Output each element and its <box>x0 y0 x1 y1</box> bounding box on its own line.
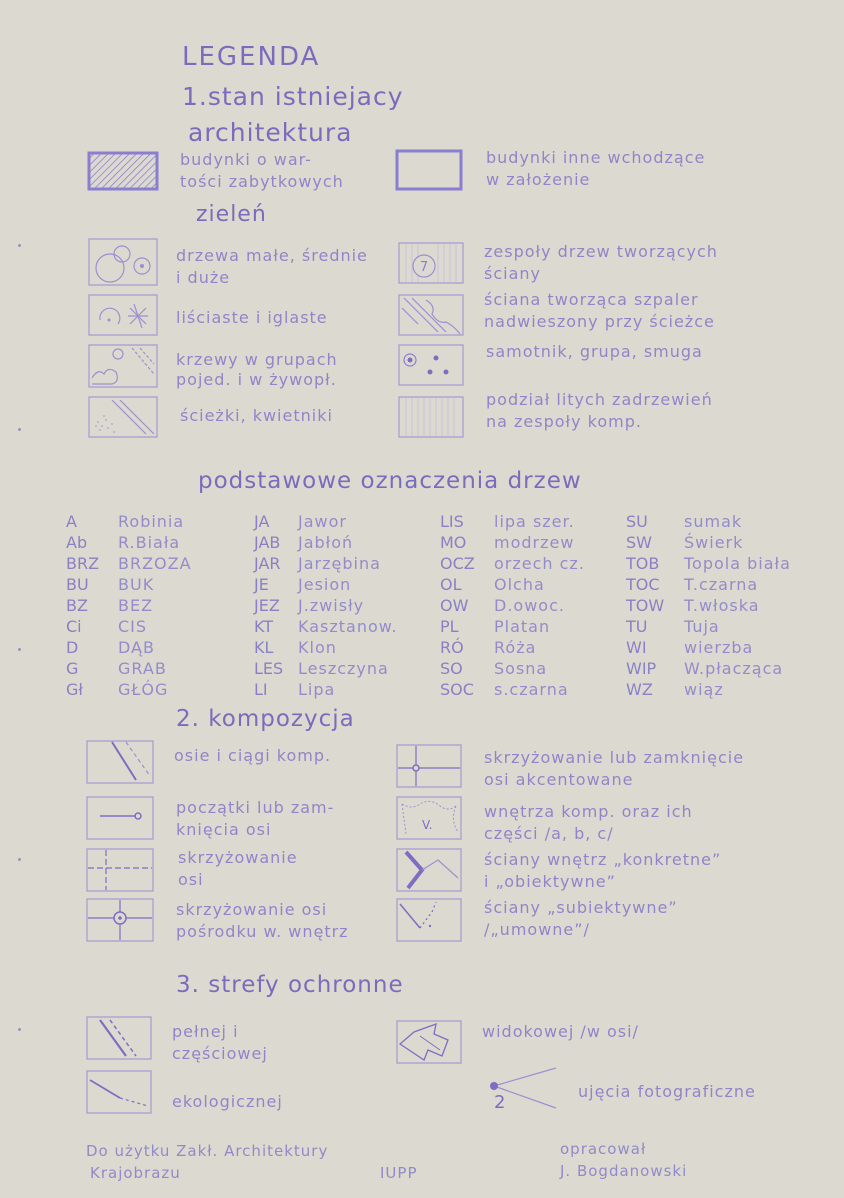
tree-name: Róża <box>494 638 537 657</box>
footer-use-line2: Krajobrazu <box>90 1164 181 1182</box>
tree-name: lipa szer. <box>494 512 575 531</box>
comp-left1-line1: osie i ciągi komp. <box>174 746 332 765</box>
arch-item1-line1: budynki o war- <box>180 150 312 169</box>
tree-name: T.czarna <box>684 575 759 594</box>
tree-abbreviation: TOB <box>626 554 660 573</box>
plain-building-symbol <box>396 150 462 190</box>
tree-name: Jawor <box>298 512 347 531</box>
tree-name: Jabłoń <box>298 533 354 552</box>
green-left3-line1: krzewy w grupach <box>176 350 338 369</box>
shrubs-symbol <box>88 344 158 388</box>
tree-abbreviation: JA <box>254 512 270 531</box>
tree-name: GRAB <box>118 659 167 678</box>
svg-text:7: 7 <box>419 260 429 275</box>
margin-dot <box>18 858 21 861</box>
zone4-line1: ujęcia fotograficzne <box>578 1082 756 1101</box>
deciduous-conifer-symbol <box>88 294 158 336</box>
arch-item1-line2: tości zabytkowych <box>180 172 344 191</box>
legend-title: LEGENDA <box>182 42 321 72</box>
architecture-title: architektura <box>188 118 353 147</box>
tree-abbreviation: MO <box>440 533 467 552</box>
comp-right3-line1: ściany wnętrz „konkretne” <box>484 850 722 869</box>
comp-right1-line1: skrzyżowanie lub zamknięcie <box>484 748 745 767</box>
trees-size-symbol <box>88 238 158 286</box>
green-left4-line1: ścieżki, kwietniki <box>180 406 333 425</box>
tree-name: Kasztanow. <box>298 617 398 636</box>
tree-name: Świerk <box>684 533 744 552</box>
tree-abbreviation: TU <box>626 617 648 636</box>
tree-abbreviation: LES <box>254 659 284 678</box>
comp-left2-line2: knięcia osi <box>176 820 272 839</box>
comp-right1-line2: osi akcentowane <box>484 770 634 789</box>
margin-dot <box>18 428 21 431</box>
zone1-line1: pełnej i <box>172 1022 239 1041</box>
tree-abbreviation: SU <box>626 512 648 531</box>
tree-abbreviation: Gł <box>66 680 83 699</box>
svg-text:V.: V. <box>422 818 433 832</box>
concrete-walls-symbol <box>396 848 462 892</box>
tree-group-wall-symbol <box>398 242 464 284</box>
tree-name: s.czarna <box>494 680 569 699</box>
tree-abbreviation: KT <box>254 617 274 636</box>
subjective-walls-symbol <box>396 898 462 942</box>
tree-abbreviation: WZ <box>626 680 653 699</box>
green-left2-line1: liściaste i iglaste <box>176 308 328 327</box>
green-right3-line1: samotnik, grupa, smuga <box>486 342 703 361</box>
comp-left3-line2: osi <box>178 870 204 889</box>
zone2-line1: widokowej /w osi/ <box>482 1022 639 1041</box>
zone1-line2: częściowej <box>172 1044 268 1063</box>
green-right2-line1: ściana tworząca szpaler <box>484 290 699 309</box>
tree-name: Leszczyna <box>298 659 389 678</box>
green-right4-line2: na zespoły komp. <box>486 412 642 431</box>
espalier-wall-symbol <box>398 294 464 336</box>
photo-marker-number: 2 <box>494 1092 506 1113</box>
tree-name: Sosna <box>494 659 548 678</box>
margin-dot <box>18 244 21 247</box>
comp-left4-line2: pośrodku w. wnętrz <box>176 922 349 941</box>
tree-abbreviation: OCZ <box>440 554 475 573</box>
tree-name: modrzew <box>494 533 575 552</box>
tree-abbreviation: OW <box>440 596 469 615</box>
tree-abbreviation: SW <box>626 533 652 552</box>
tree-name: wiąz <box>684 680 724 699</box>
trees-title: podstawowe oznaczenia drzew <box>198 468 582 494</box>
composition-interiors-symbol <box>396 796 462 840</box>
tree-name: Tuja <box>684 617 720 636</box>
tree-name: D.owoc. <box>494 596 565 615</box>
tree-abbreviation: SO <box>440 659 463 678</box>
tree-abbreviation: LI <box>254 680 268 699</box>
comp-right4-line2: /„umowne”/ <box>484 920 590 939</box>
green-right1-line2: ściany <box>484 264 541 283</box>
tree-abbreviation: LIS <box>440 512 464 531</box>
tree-abbreviation: WIP <box>626 659 657 678</box>
section2-title: 2. kompozycja <box>176 706 355 732</box>
green-left3-line2: pojed. i w żywopł. <box>176 370 337 389</box>
comp-right2-line2: części /a, b, c/ <box>484 824 614 843</box>
green-right2-line2: nadwieszony przy ścieżce <box>484 312 715 331</box>
tree-name: wierzba <box>684 638 754 657</box>
green-left1-line2: i duże <box>176 268 231 287</box>
tree-name: Topola biała <box>684 554 791 573</box>
tree-abbreviation: KL <box>254 638 274 657</box>
tree-name: CIS <box>118 617 148 636</box>
tree-name: BEZ <box>118 596 154 615</box>
footer-use-line1: Do użytku Zakł. Architektury <box>86 1142 329 1160</box>
comp-right2-line1: wnętrza komp. oraz ich <box>484 802 693 821</box>
tree-name: GŁÓG <box>118 680 169 699</box>
tree-abbreviation: BU <box>66 575 89 594</box>
tree-abbreviation: TOW <box>626 596 665 615</box>
arch-item2-line1: budynki inne wchodzące <box>486 148 706 167</box>
tree-abbreviation: SOC <box>440 680 474 699</box>
green-right4-line1: podział litych zadrzewień <box>486 390 713 409</box>
tree-abbreviation: A <box>66 512 77 531</box>
tree-abbreviation: Ci <box>66 617 82 636</box>
green-left1-line1: drzewa małe, średnie <box>176 246 368 265</box>
tree-abbreviation: WI <box>626 638 647 657</box>
paths-flowerbeds-symbol <box>88 396 158 438</box>
comp-right4-line1: ściany „subiektywne” <box>484 898 678 917</box>
section3-title: 3. strefy ochronne <box>176 972 404 998</box>
full-partial-zone-symbol <box>86 1016 152 1060</box>
tree-name: W.płacząca <box>684 659 784 678</box>
tree-abbreviation: D <box>66 638 79 657</box>
tree-name: R.Biała <box>118 533 181 552</box>
solitary-group-strip-symbol <box>398 344 464 386</box>
tree-name: orzech cz. <box>494 554 585 573</box>
footer-author-label: opracował <box>560 1140 647 1158</box>
section1-title: 1.stan istniejacy <box>182 82 404 111</box>
tree-name: Jesion <box>298 575 352 594</box>
tree-name: J.zwisły <box>298 596 365 615</box>
axes-symbol <box>86 740 154 784</box>
tree-name: BRZOZA <box>118 554 192 573</box>
tree-abbreviation: RÓ <box>440 638 464 657</box>
axis-start-end-symbol <box>86 796 154 840</box>
green-right1-line1: zespoły drzew tworzących <box>484 242 718 261</box>
ecological-zone-symbol <box>86 1070 152 1114</box>
tree-abbreviation: Ab <box>66 533 88 552</box>
tree-abbreviation: JE <box>254 575 269 594</box>
view-zone-symbol <box>396 1020 462 1064</box>
margin-dot <box>18 1028 21 1031</box>
tree-name: sumak <box>684 512 743 531</box>
tree-abbreviation: OL <box>440 575 462 594</box>
tree-name: DĄB <box>118 638 155 657</box>
tree-abbreviation: G <box>66 659 79 678</box>
solid-woodland-division-symbol <box>398 396 464 438</box>
arch-item2-line2: w założenie <box>486 170 591 189</box>
tree-abbreviation: TOC <box>626 575 660 594</box>
tree-abbreviation: BZ <box>66 596 88 615</box>
greenery-title: zieleń <box>196 202 267 227</box>
tree-name: BUK <box>118 575 155 594</box>
footer-use-line3: IUPP <box>380 1164 418 1182</box>
tree-name: Jarzębina <box>298 554 381 573</box>
tree-abbreviation: BRZ <box>66 554 100 573</box>
tree-name: Lipa <box>298 680 336 699</box>
footer-author-name: J. Bogdanowski <box>560 1162 688 1180</box>
comp-right3-line2: i „obiektywne” <box>484 872 616 891</box>
tree-name: Olcha <box>494 575 545 594</box>
tree-abbreviation: PL <box>440 617 459 636</box>
hatched-building-symbol <box>88 152 158 190</box>
axis-crossing-center-symbol <box>86 898 154 942</box>
comp-left4-line1: skrzyżowanie osi <box>176 900 328 919</box>
margin-dot <box>18 648 21 651</box>
axis-crossing-symbol <box>86 848 154 892</box>
tree-abbreviation: JEZ <box>254 596 280 615</box>
comp-left3-line1: skrzyżowanie <box>178 848 298 867</box>
zone3-line1: ekologicznej <box>172 1092 283 1111</box>
tree-name: Platan <box>494 617 551 636</box>
accented-crossing-symbol <box>396 744 462 788</box>
tree-name: Robinia <box>118 512 185 531</box>
tree-abbreviation: JAR <box>254 554 281 573</box>
tree-name: T.włoska <box>684 596 760 615</box>
tree-name: Klon <box>298 638 337 657</box>
comp-left2-line1: początki lub zam- <box>176 798 335 817</box>
tree-abbreviation: JAB <box>254 533 281 552</box>
